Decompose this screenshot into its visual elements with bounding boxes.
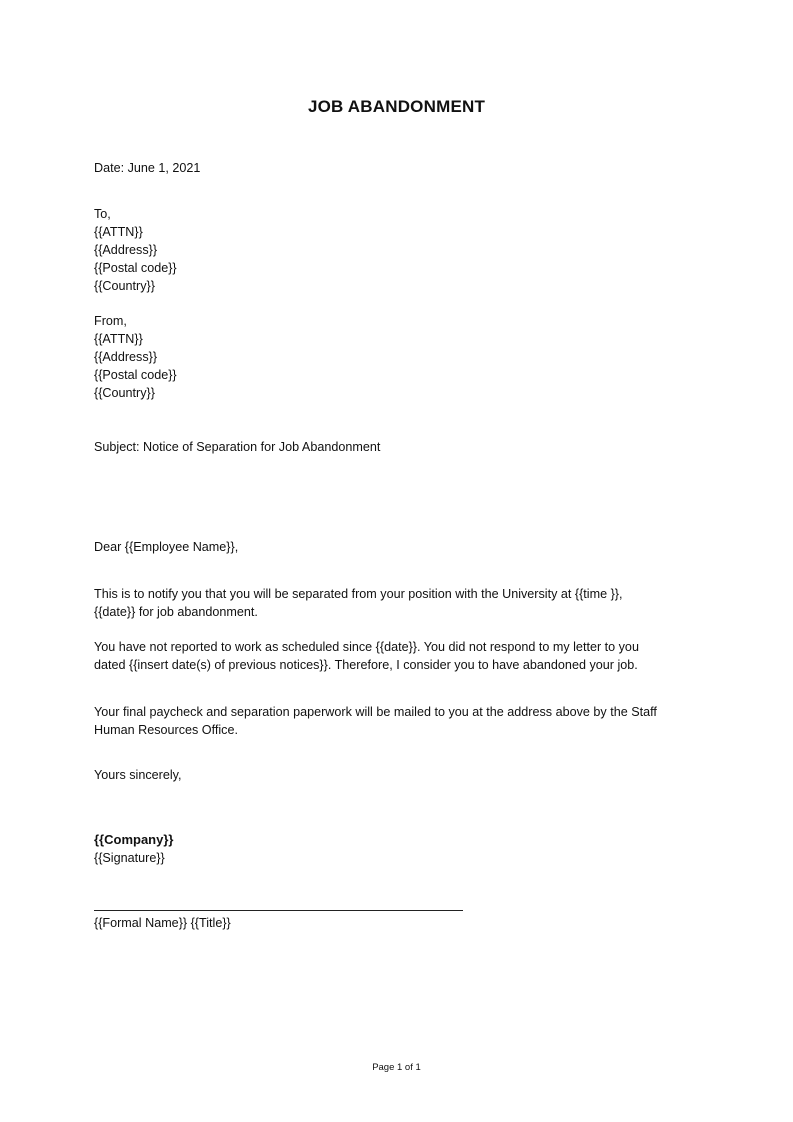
closing: Yours sincerely,: [94, 768, 182, 782]
formal-name-title: {{Formal Name}} {{Title}}: [94, 916, 231, 930]
paragraph2-line2: dated {{insert date(s) of previous notices}}. Therefore, I consider you to have abandoned your job.: [94, 658, 638, 672]
page-number-footer: Page 1 of 1: [372, 1062, 421, 1073]
paragraph1-line1: This is to notify you that you will be separated from your position with the University at {{time }},: [94, 587, 623, 601]
from-address: {{Address}}: [94, 350, 158, 364]
signature-rule: [94, 910, 463, 911]
company-name: {{Company}}: [94, 832, 174, 847]
to-postal-code: {{Postal code}}: [94, 261, 177, 275]
date-line: Date: June 1, 2021: [94, 161, 201, 175]
salutation: Dear {{Employee Name}},: [94, 540, 239, 554]
paragraph1-line2: {{date}} for job abandonment.: [94, 605, 258, 619]
subject-line: Subject: Notice of Separation for Job Abandonment: [94, 440, 381, 454]
from-attn: {{ATTN}}: [94, 332, 143, 346]
to-country: {{Country}}: [94, 279, 155, 293]
signature-placeholder: {{Signature}}: [94, 851, 165, 865]
from-postal-code: {{Postal code}}: [94, 368, 177, 382]
paragraph3-line2: Human Resources Office.: [94, 723, 238, 737]
from-label: From,: [94, 314, 127, 328]
paragraph2-line1: You have not reported to work as scheduled since {{date}}. You did not respond to my letter to you: [94, 640, 639, 654]
to-address: {{Address}}: [94, 243, 158, 257]
paragraph3-line1: Your final paycheck and separation paperwork will be mailed to you at the address above by the Staff: [94, 705, 657, 719]
to-attn: {{ATTN}}: [94, 225, 143, 239]
document-title: JOB ABANDONMENT: [307, 97, 486, 116]
from-country: {{Country}}: [94, 386, 155, 400]
to-label: To,: [94, 207, 111, 221]
